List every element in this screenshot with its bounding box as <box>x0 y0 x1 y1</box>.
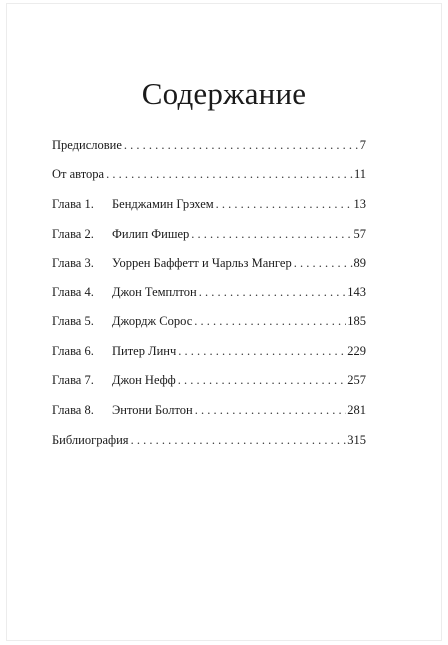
toc-entry-page: 229 <box>347 344 366 358</box>
toc-dot-leader <box>191 225 352 243</box>
toc-entry-chapter-8 <box>52 401 366 419</box>
toc-chapter-number: Глава 3. <box>52 256 94 270</box>
toc-dot-leader <box>294 254 353 272</box>
toc-entry-author-note <box>52 165 366 183</box>
toc-entry-chapter-3 <box>52 254 366 272</box>
toc-entry-page: 11 <box>353 167 366 181</box>
toc-entry-chapter-5 <box>52 312 366 330</box>
toc-entry-preface <box>52 136 366 154</box>
toc-entry-name: Предисловие <box>52 138 122 152</box>
toc-dot-leader <box>106 165 353 183</box>
toc-entry-page: 89 <box>353 256 366 270</box>
toc-entry-chapter-7 <box>52 371 366 389</box>
page-title: Содержание <box>141 76 307 111</box>
toc-dot-leader <box>131 431 347 449</box>
toc-chapter-number: Глава 5. <box>52 314 94 328</box>
toc-chapter-number: Глава 2. <box>52 227 94 241</box>
toc-entry-name: Бенджамин Грэхем <box>112 197 214 211</box>
toc-entry-name: Уоррен Баффетт и Чарльз Мангер <box>112 256 292 270</box>
toc-dot-leader <box>195 401 347 419</box>
toc-entry-page: 57 <box>353 227 366 241</box>
toc-chapter-number: Глава 8. <box>52 403 94 417</box>
toc-entry-name: Джордж Сорос <box>112 314 193 328</box>
toc-entry-chapter-6 <box>52 342 366 360</box>
toc-dot-leader <box>199 283 347 301</box>
toc-dot-leader <box>124 136 359 154</box>
toc-entry-page: 281 <box>347 403 366 417</box>
toc-dot-leader <box>178 371 346 389</box>
toc-chapter-number: Глава 1. <box>52 197 94 211</box>
toc-chapter-number: Глава 7. <box>52 373 94 387</box>
toc-entry-name: Библиография <box>52 433 129 447</box>
toc-entry-name: Джон Нефф <box>112 373 176 387</box>
toc-chapter-number: Глава 4. <box>52 285 94 299</box>
toc-entry-bibliography <box>52 431 366 449</box>
toc-entry-name: Энтони Болтон <box>112 403 193 417</box>
toc-entry-name: Филип Фишер <box>112 227 190 241</box>
toc-entry-page: 315 <box>347 433 366 447</box>
toc-entry-name: Питер Линч <box>112 344 177 358</box>
toc-chapter-number: Глава 6. <box>52 344 94 358</box>
toc-entry-page: 185 <box>347 314 366 328</box>
toc-entry-chapter-1 <box>52 195 366 213</box>
toc-entry-page: 7 <box>359 138 366 152</box>
toc-entry-page: 13 <box>353 197 366 211</box>
toc-dot-leader <box>216 195 353 213</box>
toc-entry-page: 143 <box>347 285 366 299</box>
toc-entry-name: Джон Темплтон <box>112 285 197 299</box>
toc-dot-leader <box>194 312 346 330</box>
toc-entry-name: От автора <box>52 167 105 181</box>
toc-dot-leader <box>178 342 346 360</box>
toc-entry-chapter-2 <box>52 225 366 243</box>
toc-entry-page: 257 <box>347 373 366 387</box>
toc-entry-chapter-4 <box>52 283 366 301</box>
